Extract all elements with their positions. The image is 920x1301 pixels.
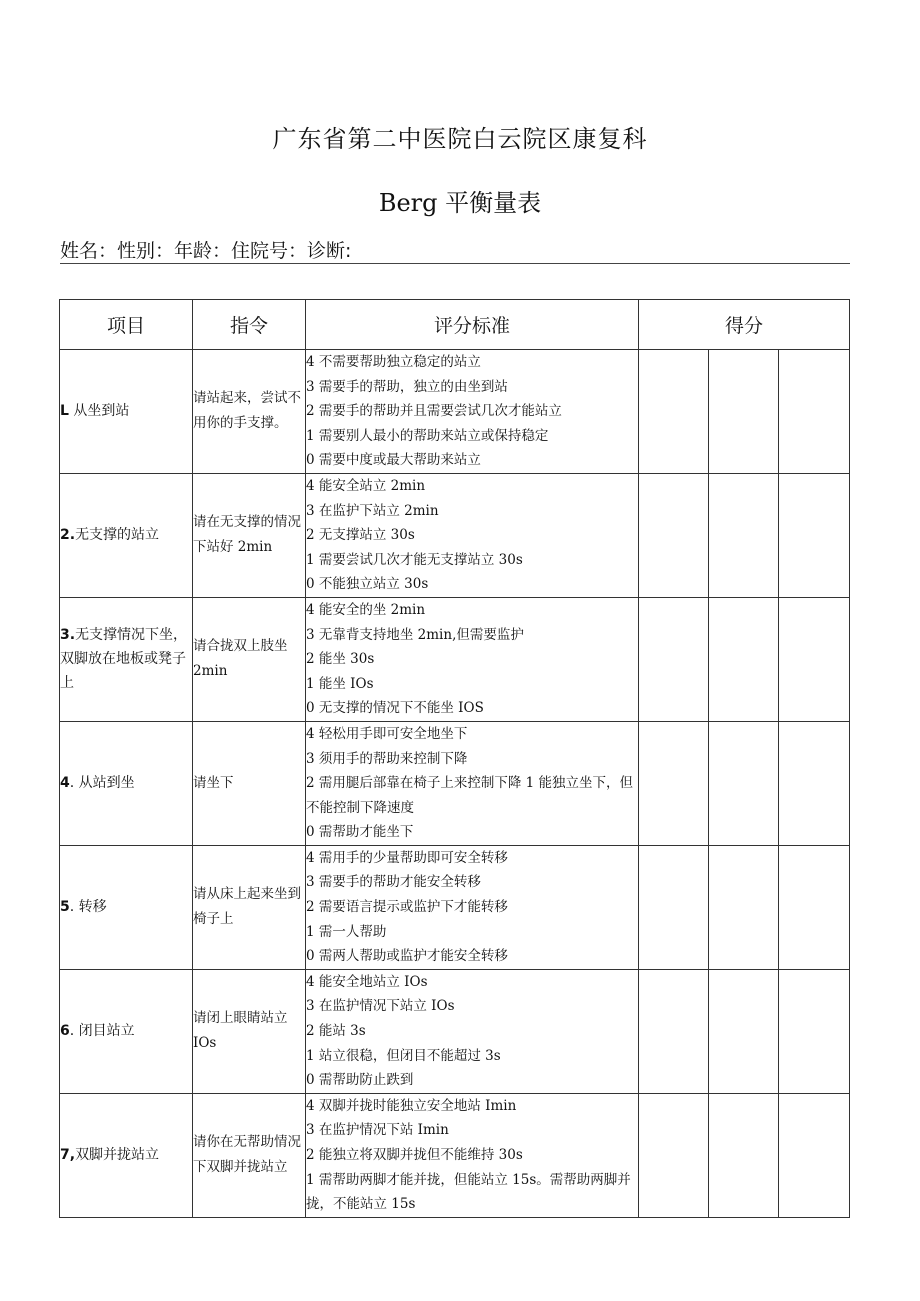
item-number: 4 <box>60 775 70 792</box>
item-label: . 从站到坐 <box>69 775 135 792</box>
item-number: L <box>60 403 69 420</box>
criteria-line: 2 能独立将双脚并拢但不能维持 30s <box>306 1147 523 1163</box>
instruction-cell: 请站起来，尝试不用你的手支撑。 <box>193 350 306 474</box>
instruction-cell: 请坐下 <box>193 721 306 845</box>
criteria-cell <box>306 597 639 721</box>
item-cell <box>60 1093 193 1217</box>
criteria-line: 4 轻松用手即可安全地坐下 <box>306 725 468 742</box>
criteria-line: 2 需用腿后部靠在椅子上来控制下降 1 能独立坐下，但不能控制下降速度 <box>306 775 634 816</box>
score-cell[interactable] <box>639 969 709 1093</box>
score-cell[interactable] <box>779 1093 850 1217</box>
criteria-line: 3 在监护情况下站 Imin <box>306 1122 449 1139</box>
item-label: 无支撑的站立 <box>75 527 160 544</box>
score-cell[interactable] <box>639 721 709 845</box>
criteria-line: 2 需要语言提示或监护下才能转移 <box>306 899 508 916</box>
item-cell <box>60 721 193 845</box>
criteria-line: 0 需两人帮助或监护才能安全转移 <box>306 948 508 965</box>
header-criteria: 评分标准 <box>306 300 639 350</box>
item-number: 5 <box>60 899 70 916</box>
criteria-line: 4 能安全的坐 2min <box>306 601 426 618</box>
criteria-line: 2 能站 3s <box>306 1023 366 1040</box>
criteria-line: 3 需要手的帮助，独立的由坐到站 <box>306 378 508 395</box>
item-number: 3. <box>60 627 76 644</box>
criteria-cell <box>306 350 639 474</box>
score-cell[interactable] <box>779 721 850 845</box>
score-cell[interactable] <box>709 721 779 845</box>
score-cell[interactable] <box>779 597 850 721</box>
score-cell[interactable] <box>709 597 779 721</box>
criteria-line: 3 在监护下站立 2min <box>306 502 439 519</box>
item-number: 6 <box>60 1023 70 1040</box>
item-label: 无支撑情况下坐，双脚放在地板或凳子上 <box>60 627 188 692</box>
criteria-line: 2 需要手的帮助并且需要尝试几次才能站立 <box>306 403 562 420</box>
item-cell <box>60 473 193 597</box>
item-label: . 闭目站立 <box>69 1023 135 1040</box>
item-number: 2. <box>60 527 76 544</box>
instruction-cell: 请闭上眼睛站立 IOs <box>193 969 306 1093</box>
criteria-line: 0 无支撑的情况下不能坐 IOS <box>306 700 484 717</box>
criteria-line: 3 无靠背支持地坐 2min,但需要监护 <box>306 626 524 643</box>
item-cell <box>60 845 193 969</box>
score-cell[interactable] <box>709 969 779 1093</box>
criteria-cell <box>306 969 639 1093</box>
table-row <box>60 597 850 721</box>
criteria-line: 1 需要尝试几次才能无支撑站立 30s <box>306 551 523 568</box>
score-cell[interactable] <box>639 350 709 474</box>
criteria-cell <box>306 1093 639 1217</box>
criteria-line: 4 能安全地站立 IOs <box>306 973 428 990</box>
criteria-line: 1 能坐 IOs <box>306 675 374 692</box>
criteria-line: 0 需帮助防止跌到 <box>306 1072 414 1089</box>
patient-info-line: 姓名：性别：年龄：住院号：诊断: <box>60 236 850 264</box>
instruction-cell: 请在无支撑的情况下站好 2min <box>193 473 306 597</box>
instruction-cell: 请从床上起来坐到椅子上 <box>193 845 306 969</box>
score-cell[interactable] <box>709 845 779 969</box>
score-cell[interactable] <box>639 473 709 597</box>
item-label: . 转移 <box>69 899 107 916</box>
criteria-line: 4 需用手的少量帮助即可安全转移 <box>306 849 508 866</box>
criteria-line: 0 需要中度或最大帮助来站立 <box>306 452 481 469</box>
header-item: 项目 <box>60 300 193 350</box>
criteria-line: 1 需帮助两脚才能并拢，但能站立 15s。需帮助两脚并拢，不能站立 15s <box>306 1171 631 1213</box>
table-row <box>60 721 850 845</box>
item-label: 双脚并拢站立 <box>75 1147 160 1164</box>
criteria-line: 1 站立很稳，但闭目不能超过 3s <box>306 1047 501 1064</box>
score-cell[interactable] <box>639 597 709 721</box>
criteria-line: 4 不需要帮助独立稳定的站立 <box>306 354 481 370</box>
criteria-line: 3 在监护情况下站立 IOs <box>306 998 455 1015</box>
item-number: 7, <box>60 1147 76 1164</box>
criteria-line: 2 无支撑站立 30s <box>306 527 415 544</box>
table-row <box>60 350 850 474</box>
criteria-line: 0 不能独立站立 30s <box>306 576 429 593</box>
instruction-cell: 请合拢双上肢坐 2min <box>193 597 306 721</box>
criteria-cell <box>306 845 639 969</box>
table-row <box>60 969 850 1093</box>
score-cell[interactable] <box>779 969 850 1093</box>
table-header-row <box>60 300 850 350</box>
berg-balance-table <box>59 299 850 1218</box>
criteria-line: 0 需帮助才能坐下 <box>306 824 414 841</box>
table-row <box>60 473 850 597</box>
form-title: Berg 平衡量表 <box>378 189 542 217</box>
criteria-line: 1 需一人帮助 <box>306 923 387 940</box>
score-cell[interactable] <box>709 473 779 597</box>
score-cell[interactable] <box>709 350 779 474</box>
score-cell[interactable] <box>709 1093 779 1217</box>
item-label: 从坐到站 <box>68 403 130 420</box>
score-cell[interactable] <box>779 845 850 969</box>
header-score: 得分 <box>639 300 850 350</box>
criteria-cell <box>306 721 639 845</box>
score-cell[interactable] <box>779 350 850 474</box>
criteria-line: 3 需要手的帮助才能安全转移 <box>306 874 481 891</box>
criteria-line: 1 需要别人最小的帮助来站立或保持稳定 <box>306 427 549 444</box>
criteria-line: 4 双脚并拢时能独立安全地站 Imin <box>306 1097 517 1114</box>
table-row <box>60 845 850 969</box>
item-cell <box>60 969 193 1093</box>
hospital-title: 广东省第二中医院白云院区康复科 <box>272 125 648 153</box>
score-cell[interactable] <box>779 473 850 597</box>
criteria-line: 2 能坐 30s <box>306 651 375 668</box>
header-instruction: 指令 <box>193 300 306 350</box>
criteria-line: 4 能安全站立 2min <box>306 477 426 494</box>
score-cell[interactable] <box>639 845 709 969</box>
instruction-cell: 请你在无帮助情况下双脚并拢站立 <box>193 1093 306 1217</box>
table-row <box>60 1093 850 1217</box>
item-cell <box>60 597 193 721</box>
item-cell <box>60 350 193 474</box>
score-cell[interactable] <box>639 1093 709 1217</box>
criteria-cell <box>306 473 639 597</box>
criteria-line: 3 须用手的帮助来控制下降 <box>306 750 468 767</box>
